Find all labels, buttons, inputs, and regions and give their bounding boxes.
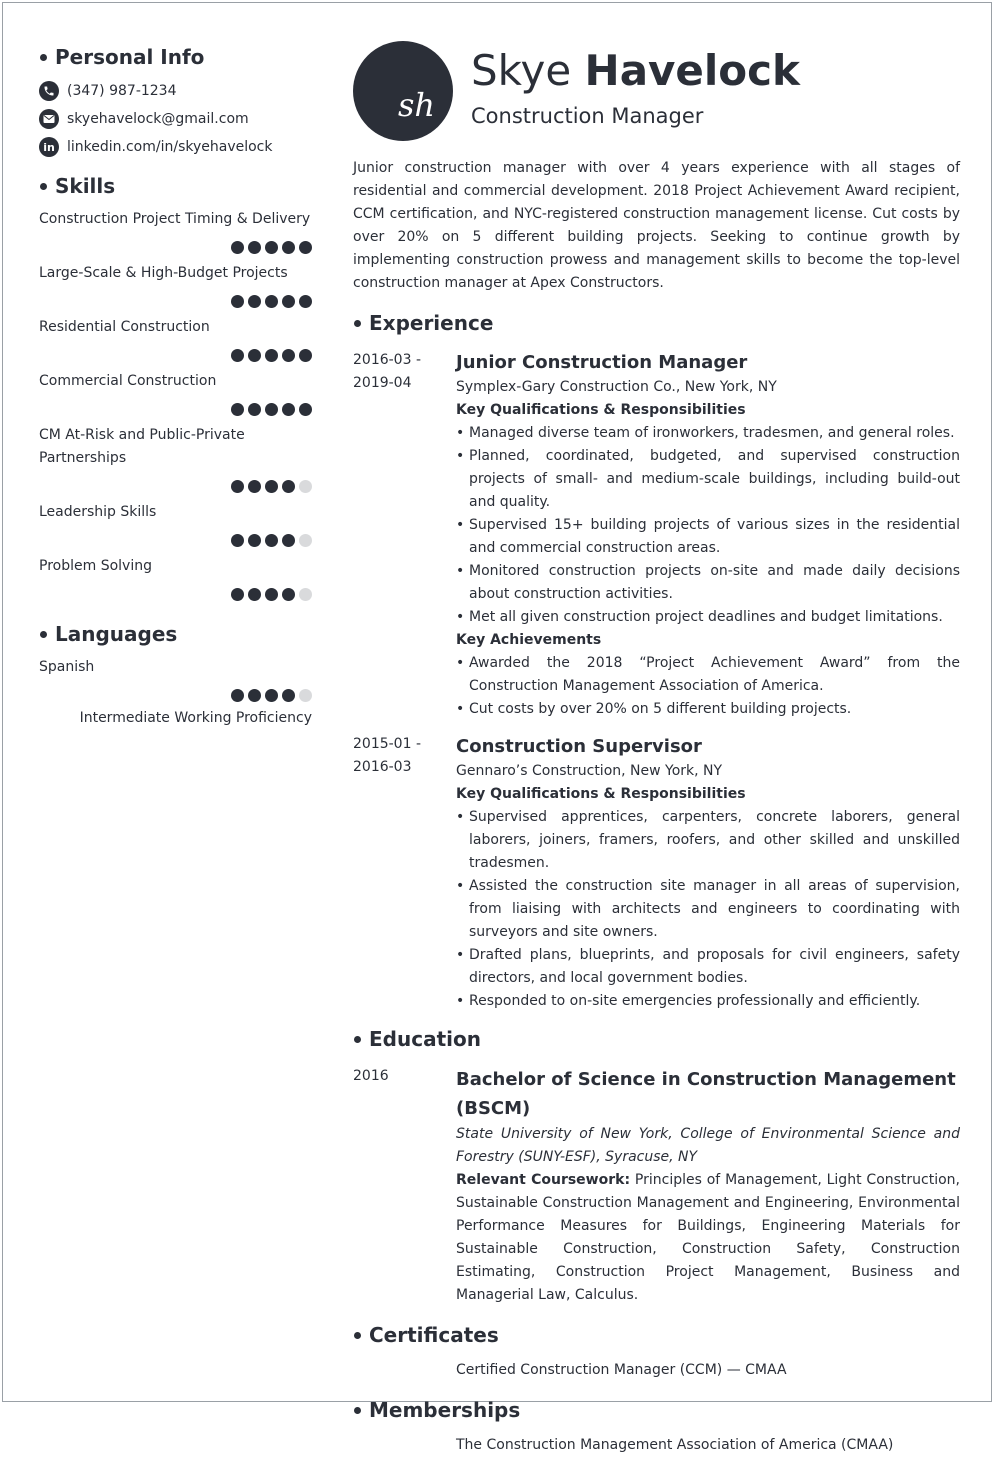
achievement-item: • Cut costs by over 20% on 5 different building projects.	[456, 698, 960, 721]
skill-name: Leadership Skills	[39, 504, 157, 520]
responsibility-item: • Drafted plans, blueprints, and proposals for civil engineers, safety directors, and local government bodies.	[456, 944, 960, 990]
job-title: Junior Construction Manager	[456, 352, 748, 373]
rating-dot	[231, 241, 244, 254]
achievement-item: • Awarded the 2018 “Project Achievement Award” from the Construction Management Association of America.	[456, 652, 960, 698]
rating-dot	[248, 295, 261, 308]
rating-dot	[248, 349, 261, 362]
rating-dot	[231, 403, 244, 416]
job-date-start: 2016-03 -	[353, 352, 421, 368]
coursework-text: Principles of Management, Light Construction, Sustainable Construction Management and Engineering, Environmental Performance Measures for Buildings, Engineering Materials for Sustainable Construction, Construction Safety, Construction Estimating, Construction Project Management, Business and Managerial Law, Calculus.	[456, 1172, 961, 1303]
rating-dot	[248, 588, 261, 601]
languages-heading: Languages	[39, 620, 312, 648]
rating-dot	[299, 241, 312, 254]
rating-dot	[231, 480, 244, 493]
school: State University of New York, College of Environmental Science and Forestry (SUNY-ESF), Syracuse, NY	[456, 1126, 960, 1165]
resume-page	[2, 2, 992, 1453]
avatar-initials: sh	[398, 86, 436, 124]
phone-icon	[39, 81, 59, 101]
rating-dot	[282, 534, 295, 547]
skill-item	[39, 208, 312, 254]
rating-dot	[299, 689, 312, 702]
avatar	[353, 41, 453, 141]
coursework	[456, 1169, 960, 1307]
job-dates	[353, 349, 456, 721]
job-entry	[353, 733, 960, 1013]
skill-rating	[39, 588, 312, 601]
education-entry	[353, 1065, 960, 1307]
email-text: skyehavelock@gmail.com	[67, 111, 249, 127]
phone-text: (347) 987-1234	[67, 83, 177, 99]
education-body	[456, 1065, 960, 1307]
rating-dot	[265, 588, 278, 601]
personal-info-heading: Personal Info	[39, 43, 312, 71]
language-rating	[39, 689, 312, 702]
rating-dot	[265, 480, 278, 493]
membership-item: The Construction Management Association of America (CMAA)	[456, 1437, 894, 1453]
responsibilities-heading: Key Qualifications & Responsibilities	[456, 402, 746, 418]
degree: Bachelor of Science in Construction Management (BSCM)	[456, 1069, 956, 1119]
rating-dot	[248, 241, 261, 254]
contact-linkedin[interactable]	[39, 133, 312, 161]
languages-list	[39, 656, 312, 728]
skill-rating	[39, 241, 312, 254]
achievements-heading: Key Achievements	[456, 632, 602, 648]
linkedin-icon: in	[39, 137, 59, 157]
envelope-icon	[39, 109, 59, 129]
skill-item	[39, 501, 312, 547]
rating-dot	[231, 295, 244, 308]
skill-rating	[39, 349, 312, 362]
rating-dot	[231, 588, 244, 601]
skill-name: Problem Solving	[39, 558, 152, 574]
rating-dot	[299, 480, 312, 493]
skill-item	[39, 262, 312, 308]
resume-header	[353, 41, 960, 153]
rating-dot	[265, 534, 278, 547]
job-dates	[353, 733, 456, 1013]
main-content	[353, 41, 960, 1457]
responsibilities-list	[456, 806, 960, 1013]
skill-item	[39, 555, 312, 601]
rating-dot	[282, 295, 295, 308]
rating-dot	[248, 689, 261, 702]
responsibility-item: • Responded to on-site emergencies professionally and efficiently.	[456, 990, 960, 1013]
rating-dot	[282, 588, 295, 601]
job-title-header: Construction Manager	[471, 104, 704, 128]
job-body	[456, 733, 960, 1013]
language-item	[39, 656, 312, 728]
skill-rating	[39, 480, 312, 493]
responsibility-item: • Met all given construction project deadlines and budget limitations.	[456, 606, 960, 629]
skills-heading: Skills	[39, 172, 312, 200]
sidebar	[39, 43, 312, 728]
certificate-item: Certified Construction Manager (CCM) — CMAA	[456, 1362, 787, 1378]
full-name	[471, 47, 800, 95]
job-date-start: 2015-01 -	[353, 736, 421, 752]
skill-rating	[39, 403, 312, 416]
rating-dot	[265, 295, 278, 308]
linkedin-text: linkedin.com/in/skyehavelock	[67, 139, 273, 155]
job-company: Gennaro’s Construction, New York, NY	[456, 763, 723, 779]
rating-dot	[265, 689, 278, 702]
job-entry	[353, 349, 960, 721]
job-company: Symplex-Gary Construction Co., New York, NY	[456, 379, 777, 395]
rating-dot	[265, 349, 278, 362]
responsibility-item: • Supervised apprentices, carpenters, concrete laborers, general laborers, joiners, framers, roofers, and other skilled and unskilled tradesmen.	[456, 806, 960, 875]
job-title: Construction Supervisor	[456, 736, 702, 757]
responsibility-item: • Supervised 15+ building projects of various sizes in the residential and commercial construction areas.	[456, 514, 960, 560]
rating-dot	[248, 534, 261, 547]
education-heading: Education	[353, 1025, 960, 1053]
job-date-end: 2019-04	[353, 375, 412, 391]
skills-list	[39, 208, 312, 601]
contact-email[interactable]	[39, 105, 312, 133]
rating-dot	[231, 689, 244, 702]
rating-dot	[282, 403, 295, 416]
rating-dot	[299, 588, 312, 601]
skill-item	[39, 316, 312, 362]
experience-heading: Experience	[353, 309, 960, 337]
coursework-label: Relevant Coursework:	[456, 1172, 631, 1188]
job-date-end: 2016-03	[353, 759, 412, 775]
language-name: Spanish	[39, 659, 95, 675]
certificates-heading: Certificates	[353, 1321, 960, 1349]
contact-phone[interactable]	[39, 77, 312, 105]
skill-item	[39, 424, 312, 493]
skill-name: Construction Project Timing & Delivery	[39, 211, 311, 227]
first-name: Skye	[471, 46, 572, 95]
education-year: 2016	[353, 1068, 389, 1084]
responsibility-item: • Monitored construction projects on-site and made daily decisions about construction activities.	[456, 560, 960, 606]
rating-dot	[299, 403, 312, 416]
rating-dot	[282, 241, 295, 254]
achievements-list	[456, 652, 960, 721]
skill-name: Residential Construction	[39, 319, 210, 335]
rating-dot	[282, 349, 295, 362]
responsibilities-heading: Key Qualifications & Responsibilities	[456, 786, 746, 802]
skill-name: Large-Scale & High-Budget Projects	[39, 265, 288, 281]
last-name: Havelock	[584, 46, 800, 95]
rating-dot	[265, 241, 278, 254]
rating-dot	[299, 295, 312, 308]
responsibilities-list	[456, 422, 960, 629]
responsibility-item: • Assisted the construction site manager in all areas of supervision, from liaising with architects and engineers to coordinating with surveyors and site owners.	[456, 875, 960, 944]
responsibility-item: • Planned, coordinated, budgeted, and supervised construction projects of small- and medium-scale buildings, including build-out and quality.	[456, 445, 960, 514]
experience-list	[353, 349, 960, 1013]
language-proficiency: Intermediate Working Proficiency	[79, 710, 312, 726]
contact-list	[39, 77, 312, 161]
rating-dot	[231, 349, 244, 362]
rating-dot	[265, 403, 278, 416]
rating-dot	[282, 689, 295, 702]
rating-dot	[248, 480, 261, 493]
skill-rating	[39, 534, 312, 547]
summary: Junior construction manager with over 4 years experience with all stages of residential and commercial development. 2018 Project Achievement Award recipient, CCM certification, and NYC-registered construction management license. Cut costs by over 20% on 5 different building projects. Seeking to continue growth by implementing construction prowess and management skills to become the top-level construction manager at Apex Constructors.	[353, 160, 960, 291]
skill-name: Commercial Construction	[39, 373, 217, 389]
rating-dot	[299, 349, 312, 362]
skill-name: CM At-Risk and Public-Private Partnerships	[39, 427, 245, 466]
rating-dot	[282, 480, 295, 493]
rating-dot	[231, 534, 244, 547]
skill-rating	[39, 295, 312, 308]
skill-item	[39, 370, 312, 416]
job-body	[456, 349, 960, 721]
memberships-heading: Memberships	[353, 1396, 960, 1424]
responsibility-item: • Managed diverse team of ironworkers, tradesmen, and general roles.	[456, 422, 960, 445]
rating-dot	[299, 534, 312, 547]
rating-dot	[248, 403, 261, 416]
